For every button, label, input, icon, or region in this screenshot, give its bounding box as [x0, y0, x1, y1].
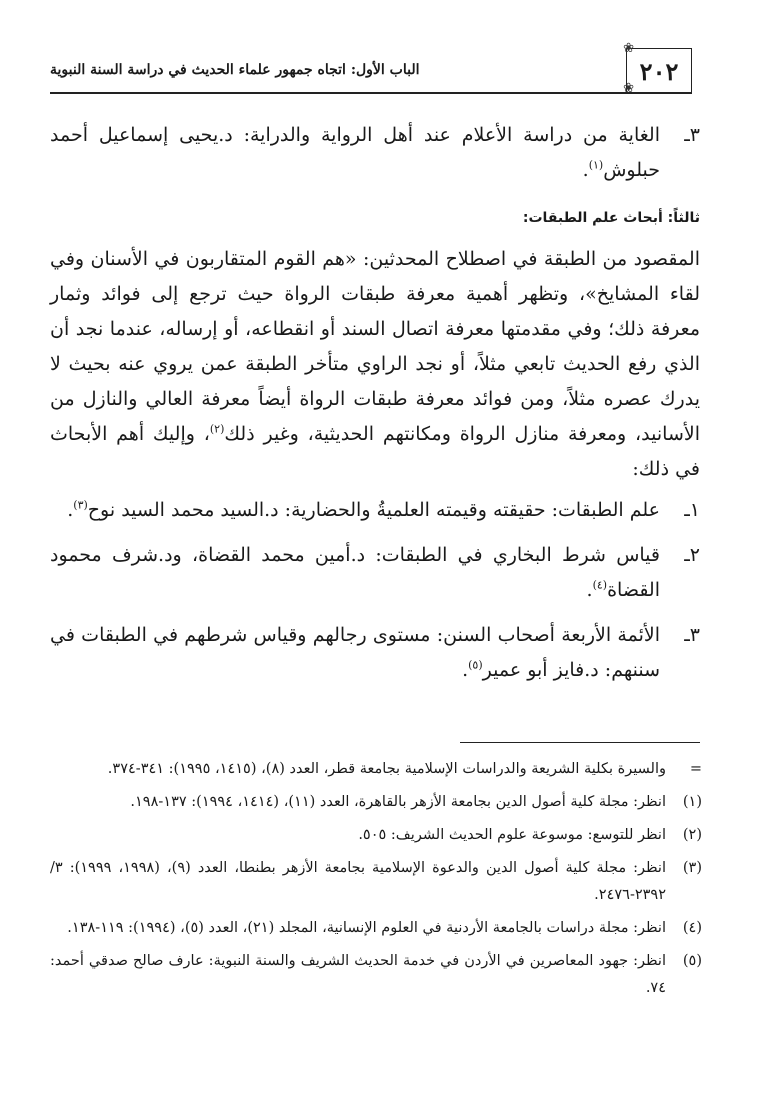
footnote-number: (٥): [682, 953, 702, 969]
footnote-number: =: [689, 761, 702, 777]
footnote-separator: [460, 742, 700, 743]
footnote: [50, 789, 702, 816]
footnote-ref[interactable]: (٤): [592, 578, 608, 592]
footnote-text: انظر: مجلة كلية أصول الدين والدعوة الإسلامية بجامعة الأزهر بطنطا، العدد (٩)، (١٩٩٨، ١٩٩٩): ٣/ ٢٣٩٢-٢٤٧٦.: [50, 860, 666, 903]
page-number: ٢٠٢: [639, 56, 679, 86]
footnote: [50, 948, 702, 1002]
item-number: ٣ـ: [684, 124, 700, 146]
footnote-ref[interactable]: (٣): [73, 498, 88, 512]
footnote-text: انظر: مجلة دراسات بالجامعة الأردنية في العلوم الإنسانية، المجلد (٢١)، العدد (٥)، (١٩٩٤): ١١٩-١٣٨.: [67, 920, 666, 936]
footnote-text: انظر: جهود المعاصرين في الأردن في خدمة الحديث الشريف والسنة النبوية: عارف صالح صدقي أحمد: ٧٤.: [50, 953, 666, 996]
item-text: قياس شرط البخاري في الطبقات: د.أمين محمد القضاة، ود.شرف محمود القضاة$^{(٤)}$.: [50, 544, 660, 601]
item-number: ١ـ: [684, 499, 700, 521]
footnote: [50, 756, 702, 783]
item-text: علم الطبقات: حقيقته وقيمته العلميةُ والحضارية: د.السيد محمد السيد نوح$^{(٣)}$.: [67, 498, 660, 521]
footnote: [50, 822, 702, 849]
item-number: ٢ـ: [684, 544, 700, 566]
main-text: [50, 118, 700, 688]
item-text: الغاية من دراسة الأعلام عند أهل الرواية والدراية: د.يحيى إسماعيل أحمد حبلوش$^{(١)}$.: [50, 124, 660, 181]
running-title: الباب الأول: اتجاه جمهور علماء الحديث في دراسة السنة النبوية: [50, 62, 420, 78]
list-item: [50, 118, 700, 188]
footnote-text: انظر للتوسع: موسوعة علوم الحديث الشريف: ٥٠٥.: [358, 827, 666, 843]
research-list: [50, 493, 700, 688]
list-item: [50, 618, 700, 688]
list-item: [50, 538, 700, 608]
footnote-text: انظر: مجلة كلية أصول الدين بجامعة الأزهر بالقاهرة، العدد (١١)، (١٤١٤، ١٩٩٤): ١٣٧-١٩٨.: [130, 794, 666, 810]
footnote-ref[interactable]: (٥): [468, 658, 483, 672]
flower-ornament-icon: ❀: [623, 41, 634, 56]
item-number: ٣ـ: [684, 624, 700, 646]
page-number-box: [626, 48, 692, 93]
section-heading: ثالثاً: أبحاث علم الطبقات:: [522, 210, 700, 226]
flower-ornament-icon: ❀: [623, 81, 634, 96]
page-header: [50, 41, 692, 96]
footnote-number: (٣): [682, 860, 702, 876]
footnote: [50, 915, 702, 942]
body-paragraph: المقصود من الطبقة في اصطلاح المحدثين: «هم القوم المتقاربون في الأسنان وفي لقاء المشايخ»، وتظهر أهمية معرفة طبقات الرواة حيث ترجع إلى فوائد وثمار معرفة ذلك؛ وفي مقدمتها معرفة اتصال السند أو انقطاعه، أو إرساله، عندما نجد أن الذي رفع الحديث تابعي مثلاً، أو نجد الراوي متأخر الطبقة عمن يروي عنه بحيث لا يدرك عصره مثلاً، ومن فوائد معرفة طبقات الرواة أيضاً معرفة العالي والنازل من الأسانيد، ومعرفة منازل الرواة ومكانتهم الحديثية، وغير ذلك$^{(٢)}$، وإليك أهم الأبحاث في ذلك:: [50, 248, 701, 480]
footnotes: [50, 756, 702, 1008]
footnote-ref[interactable]: (٢): [209, 422, 225, 436]
footnote-number: (٢): [682, 827, 702, 843]
footnote-ref[interactable]: (١): [588, 158, 604, 172]
footnote-text: والسيرة بكلية الشريعة والدراسات الإسلامية بجامعة قطر، العدد (٨)، (١٤١٥، ١٩٩٥): ٣٤١-٣٧٤.: [107, 761, 666, 777]
list-item: [50, 493, 700, 528]
footnote-number: (٤): [682, 920, 702, 936]
footnote: [50, 855, 702, 909]
item-text: الأئمة الأربعة أصحاب السنن: مستوى رجالهم وقياس شرطهم في الطبقات في سننهم: د.فايز أبو عمير$^{(٥)}$.: [50, 624, 660, 681]
footnote-number: (١): [682, 794, 702, 810]
header-rule: [50, 92, 692, 94]
